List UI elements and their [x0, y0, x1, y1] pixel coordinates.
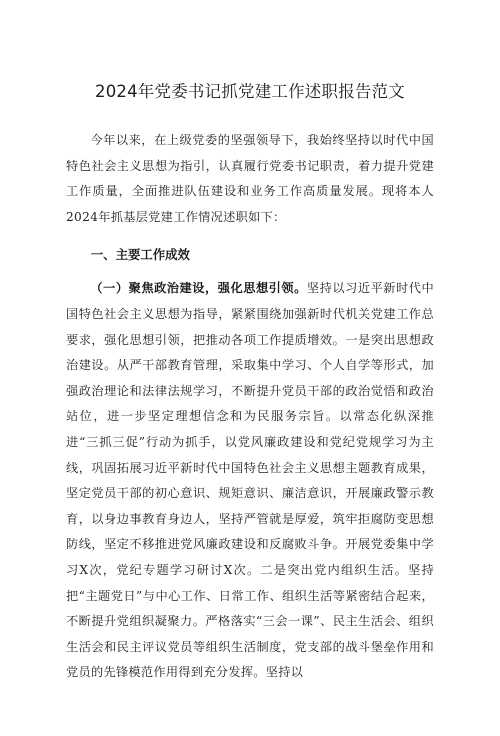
subsection-heading: （一）聚焦政治建设，强化思想引领。	[90, 281, 307, 296]
intro-paragraph: 今年以来，在上级党委的坚强领导下，我始终坚持以时代中国特色社会主义思想为指引，认真履行党委书记职责，着力提升党建工作质量，全面推进队伍建设和业务工作高质量发展。现将本人2024年抓基层党建工作情况述职如下：	[66, 133, 434, 224]
subsection-body: 坚持以习近平新时代中国特色社会主义思想为指导，紧紧围绕加强新时代机关党建工作总要求，强化思想引领，把推动各项工作提质增效。一是突出思想政治建设。从严干部教育管理，采取集中学习、个人自学等形式，加强政治理论和法律法规学习，不断提升党员干部的政治觉悟和政治站位，进一步坚定理想信念和为民服务宗旨。以常态化纵深推进“三抓三促”行动为抓手，以党风廉政建设和党纪党规学习为主线，巩固拓展习近平新时代中国特色社会主义思想主题教育成果，坚定党员干部的初心意识、规矩意识、廉洁意识，开展廉政警示教育，以身边事教育身边人，坚持严管就是厚爱，筑牢拒腐防变思想防线，坚定不移推进党风廉政建设和反腐败斗争。开展党委集中学习X次，党纪专题学习研讨X次。二是突出党内组织生活。坚持把“主题党日”与中心工作、日常工作、组织生活等紧密结合起来，不断提升党组织凝聚力。严格落实“三会一课”、民主生活会、组织生活会和民主评议党员等组织生活制度，党支部的战斗堡垒作用和党员的先锋模范作用得到充分发挥。坚持以	[66, 281, 434, 680]
section-heading: 一、主要工作成效	[90, 247, 190, 263]
subsection-paragraph	[66, 276, 434, 686]
body-block	[66, 276, 434, 736]
document-title: 2024年党委书记抓党建工作述职报告范文	[95, 82, 405, 101]
